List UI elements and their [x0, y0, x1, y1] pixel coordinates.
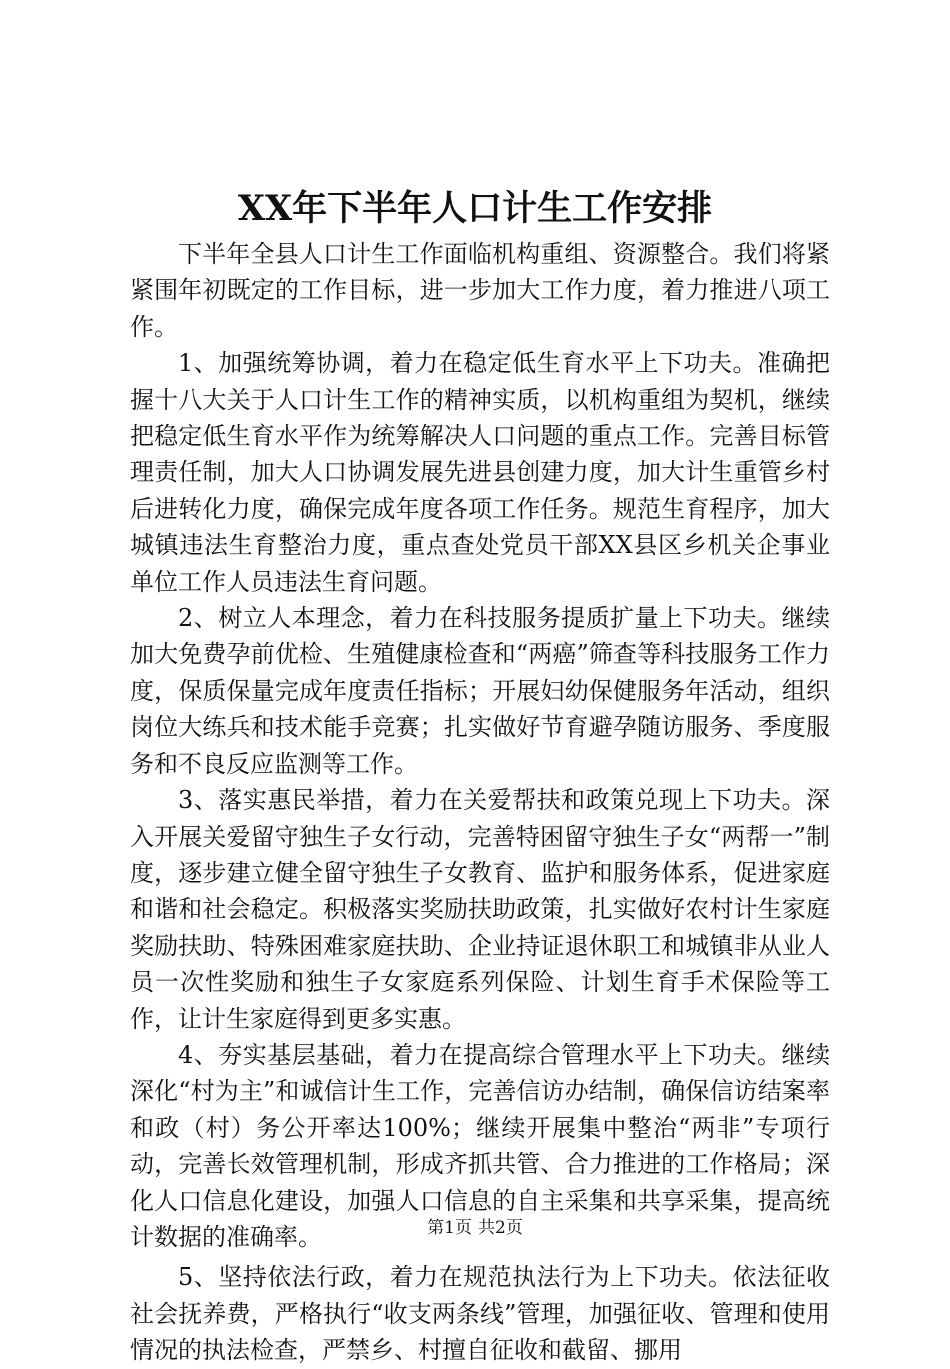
paragraph-item-3: 3、落实惠民举措，着力在关爱帮扶和政策兑现上下功夫。深入开展关爱留守独生子女行动，完善特困留守独生子女“两帮一”制度，逐步建立健全留守独生子女教育、监护和服务体系，促进家庭和谐和社会稳定。积极落实奖励扶助政策，扎实做好农村计生家庭奖励扶助、特殊困难家庭扶助、企业持证退休职工和城镇非从业人员一次性奖励和独生子女家庭系列保险、计划生育手术保险等工作，让计生家庭得到更多实惠。	[130, 786, 830, 1033]
paragraph-item-1: 1、加强统筹协调，着力在稳定低生育水平上下功夫。准确把握十八大关于人口计生工作的精神实质，以机构重组为契机，继续把稳定低生育水平作为统筹解决人口问题的重点工作。完善目标管理责任制，加大人口协调发展先进县创建力度，加大计生重管乡村后进转化力度，确保完成年度各项工作任务。规范生育程序，加大城镇违法生育整治力度，重点查处党员干部XX县区乡机关企事业单位工作人员违法生育问题。	[130, 349, 830, 596]
paragraph-item-5: 5、坚持依法行政，着力在规范执法行为上下功夫。依法征收社会抚养费，严格执行“收支两条线”管理，加强征收、管理和使用情况的执法检查，严禁乡、村擅自征收和截留、挪用	[130, 1263, 830, 1365]
document-title: XX年下半年人口计生工作安排	[237, 188, 713, 229]
document-body	[130, 236, 830, 1369]
paragraph-intro: 下半年全县人口计生工作面临机构重组、资源整合。我们将紧紧围年初既定的工作目标，进一步加大工作力度，着力推进八项工作。	[130, 240, 830, 341]
paragraph-item-4: 4、夯实基层基础，着力在提高综合管理水平上下功夫。继续深化“村为主”和诚信计生工作，完善信访办结制，确保信访结案率和政（村）务公开率达100%；继续开展集中整治“两非”专项行动，完善长效管理机制，形成齐抓共管、合力推进的工作格局；深化人口信息化建设，加强人口信息的自主采集和共享采集，提高统计数据的准确率。	[130, 1040, 830, 1251]
paragraph-item-2: 2、树立人本理念，着力在科技服务提质扩量上下功夫。继续加大免费孕前优检、生殖健康检查和“两癌”筛查等科技服务工作力度，保质保量完成年度责任指标；开展妇幼保健服务年活动，组织岗位大练兵和技术能手竞赛；扎实做好节育避孕随访服务、季度服务和不良反应监测等工作。	[130, 604, 830, 778]
page-footer	[0, 1216, 950, 1240]
page-total: 共2页	[478, 1218, 523, 1238]
page-number: 第1页	[427, 1218, 472, 1238]
